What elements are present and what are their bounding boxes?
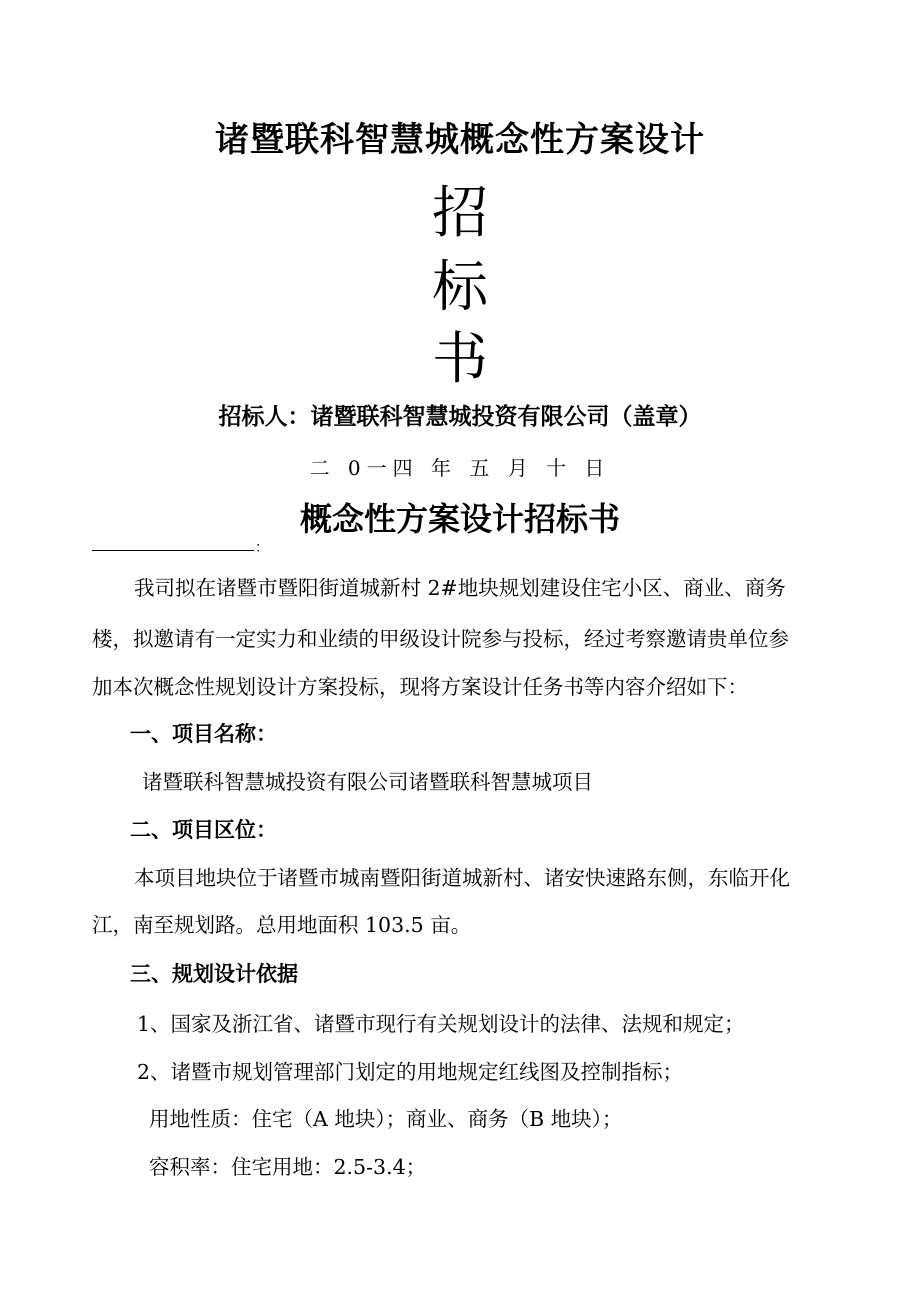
big-title-char-1: 招 — [432, 181, 488, 246]
section-heading-project-location: 二、项目区位： — [130, 818, 277, 842]
section-heading-project-name: 一、项目名称： — [130, 722, 277, 746]
intro-line-2: 楼，拟邀请有一定实力和业绩的甲级设计院参与投标，经过考察邀请贵单位参 — [92, 627, 789, 651]
section-line: 1、国家及浙江省、诸暨市现行有关规划设计的法律、法规和规定； — [137, 1012, 745, 1036]
section-line: 2、诸暨市规划管理部门划定的用地规定红线图及控制指标； — [137, 1060, 684, 1084]
section-line: 用地性质：住宅（A 地块）；商业、商务（B 地块）； — [149, 1107, 623, 1131]
intro-line-1: 我司拟在诸暨市暨阳街道城新村 2#地块规划建设住宅小区、商业、商务 — [134, 576, 786, 600]
section-line: 江，南至规划路。总用地面积 103.5 亩。 — [92, 913, 472, 937]
section-line: 诸暨联科智慧城投资有限公司诸暨联科智慧城项目 — [142, 770, 593, 794]
big-title-char-2: 标 — [432, 255, 488, 320]
section-heading-planning-basis: 三、规划设计依据 — [130, 962, 298, 986]
document-title: 概念性方案设计招标书 — [299, 500, 620, 538]
section-line: 本项目地块位于诸暨市城南暨阳街道城新村、诸安快速路东侧，东临开化 — [134, 866, 790, 890]
big-title-char-3: 书 — [432, 327, 488, 392]
intro-line-3: 加本次概念性规划设计方案投标，现将方案设计任务书等内容介绍如下： — [92, 675, 748, 699]
main-title: 诸暨联科智慧城概念性方案设计 — [215, 120, 705, 160]
tender-issuer: 招标人：诸暨联科智慧城投资有限公司（盖章） — [218, 404, 702, 430]
section-line: 容积率：住宅用地：2.5-3.4； — [149, 1155, 427, 1179]
tender-date: 二 0一四 年 五 月 十 日 — [309, 456, 611, 480]
recipient-colon: ： — [255, 540, 269, 556]
recipient-blank-line — [92, 550, 254, 551]
